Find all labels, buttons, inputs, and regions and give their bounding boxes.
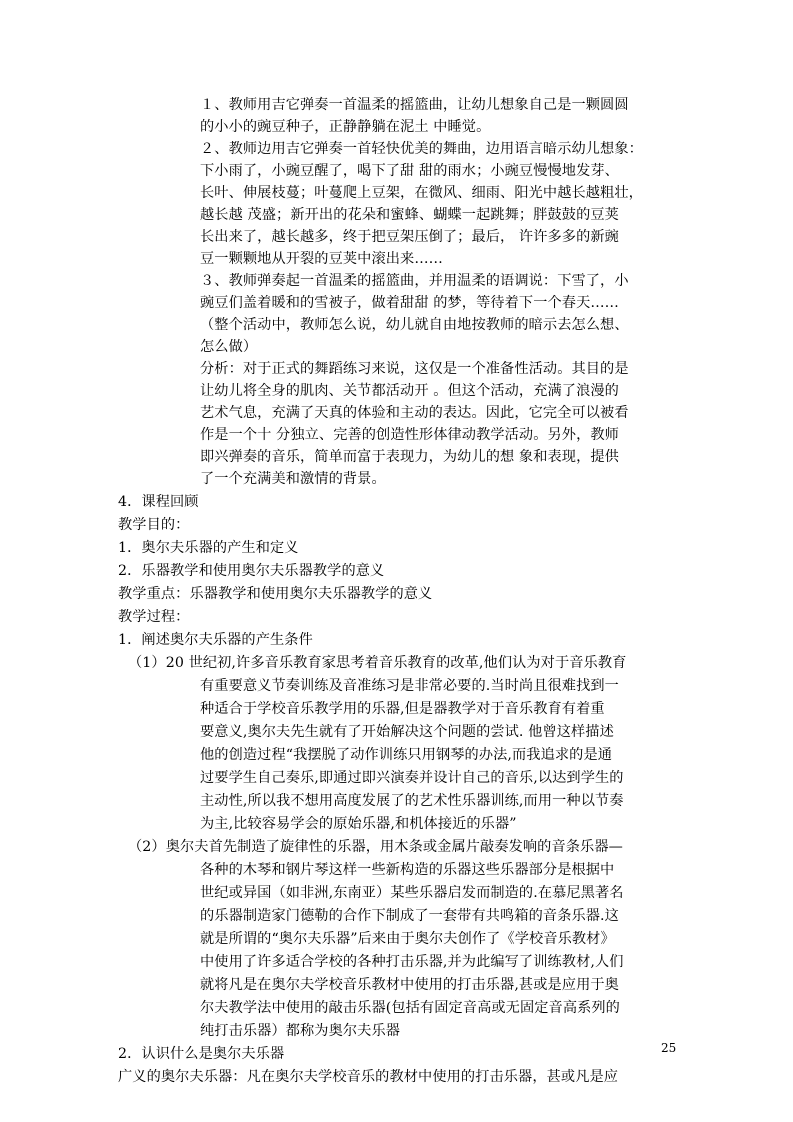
text-line: 豌豆们盖着暖和的雪被子，做着甜甜 的梦，等待着下一个春天…… (200, 295, 619, 311)
text-line: 下小雨了，小豌豆醒了，喝下了甜 甜的雨水；小豌豆慢慢地发芽、 (200, 163, 619, 179)
process-label: 教学过程： (118, 609, 190, 625)
text-line: 过要学生自己奏乐,即通过即兴演奏并设计自己的音乐,以达到学生的 (200, 770, 624, 786)
text-line: 主动性,所以我不想用高度发展了的艺术性乐器训练,而用一种以节奏 (200, 793, 624, 809)
key-point: 教学重点：乐器教学和使用奥尔夫乐器教学的意义 (118, 586, 433, 602)
text-line: ３、教师弹奏起一首温柔的摇篮曲，并用温柔的语调说：下雪了，小 (200, 273, 629, 289)
analysis-line: 分析：对于正式的舞蹈练习来说，这仅是一个准备性活动。其目的是 (200, 361, 629, 377)
text-line: 各种的木琴和钢片琴这样一些新构造的乐器这些乐器部分是根据中 (200, 862, 615, 878)
text-line: 广义的奥尔夫乐器：凡在奥尔夫学校音乐的教材中使用的打击乐器，甚或凡是应 (118, 1069, 619, 1085)
process-step: 1．阐述奥尔夫乐器的产生条件 (118, 632, 313, 648)
section-heading: 2．认识什么是奥尔夫乐器 (118, 1046, 285, 1062)
text-line: 纯打击乐器）都称为奥尔夫乐器 (200, 1023, 401, 1039)
analysis-line: 艺术气息，充满了天真的体验和主动的表达。因此，它完全可以被看 (200, 405, 629, 421)
analysis-line: 即兴弹奏的音乐，简单而富于表现力，为幼儿的想 象和表现，提供 (200, 449, 619, 465)
text-line: 要意义,奥尔夫先生就有了开始解决这个问题的尝试. 他曾这样描述 (200, 724, 614, 740)
page-number: 25 (661, 1041, 677, 1055)
text-line: 种适合于学校音乐教学用的乐器,但是器教学对于音乐教育有着重 (200, 701, 605, 717)
text-line: １、教师用吉它弹奏一首温柔的摇篮曲，让幼儿想象自己是一颗圆圆 (200, 97, 629, 113)
analysis-line: 了一个充满美和激情的背景。 (200, 471, 386, 487)
text-line: 世纪或异国（如非洲,东南亚）某些乐器启发而制造的.在慕尼黑著名 (200, 885, 624, 901)
text-line: ２、教师边用吉它弹奏一首轻快优美的舞曲，边用语言暗示幼儿想象： (200, 141, 643, 157)
analysis-line: 作是一个十 分独立、完善的创造性形体律动教学活动。另外，教师 (200, 427, 619, 443)
goal-item: 1．奥尔夫乐器的产生和定义 (118, 540, 299, 556)
goal-item: 2．乐器教学和使用奥尔夫乐器教学的意义 (118, 563, 385, 579)
text-line: 就将凡是在奥尔夫学校音乐教材中使用的打击乐器,甚或是应用于奥 (200, 977, 619, 993)
analysis-line: 让幼儿将全身的肌肉、关节都活动开 。但这个活动，充满了浪漫的 (200, 383, 619, 399)
goal-label: 教学目的： (118, 517, 190, 533)
text-line: 豆一颗颗地从开裂的豆荚中滚出来…… (200, 251, 443, 267)
text-line: 就是所谓的“奥尔夫乐器”后来由于奥尔夫创作了《学校音乐教材》 (200, 931, 615, 947)
item-first-line: （2）奥尔夫首先制造了旋律性的乐器，用木条或金属片敲奏发响的音条乐器— (128, 839, 623, 855)
text-line: 长叶、伸展枝蔓；叶蔓爬上豆架，在微风、细雨、阳光中越长越粗壮， (200, 185, 643, 201)
text-line: （整个活动中，教师怎么说，幼儿就自由地按教师的暗示去怎么想、 (200, 317, 629, 333)
text-line: 中使用了许多适合学校的各种打击乐器,并为此编写了训练教材,人们 (200, 954, 624, 970)
item-first-line: （1）20 世纪初,许多音乐教育家思考着音乐教育的改革,他们认为对于音乐教育 (128, 655, 627, 671)
text-line: 为主,比较容易学会的原始乐器,和机体接近的乐器” (200, 816, 517, 832)
text-line: 的乐器制造家门德勒的合作下制成了一套带有共鸣箱的音条乐器.这 (200, 908, 619, 924)
text-line: 长出来了，越长越多，终于把豆架压倒了；最后， 许许多多的新豌 (200, 229, 619, 245)
text-line: 怎么做） (200, 339, 258, 355)
text-line: 有重要意义节奏训练及音准练习是非常必要的.当时尚且很难找到一 (200, 678, 619, 694)
section-heading: 4．课程回顾 (118, 494, 199, 510)
text-line: 尔夫教学法中使用的敲击乐器(包括有固定音高或无固定音高系列的 (200, 1000, 620, 1016)
text-line: 他的创造过程“我摆脱了动作训练只用钢琴的办法,而我追求的是通 (200, 747, 613, 763)
text-line: 越长越 茂盛；新开出的花朵和蜜蜂、蝴蝶一起跳舞；胖鼓鼓的豆荚 (200, 207, 619, 223)
text-line: 的小小的豌豆种子，正静静躺在泥土 中睡觉。 (200, 119, 491, 135)
